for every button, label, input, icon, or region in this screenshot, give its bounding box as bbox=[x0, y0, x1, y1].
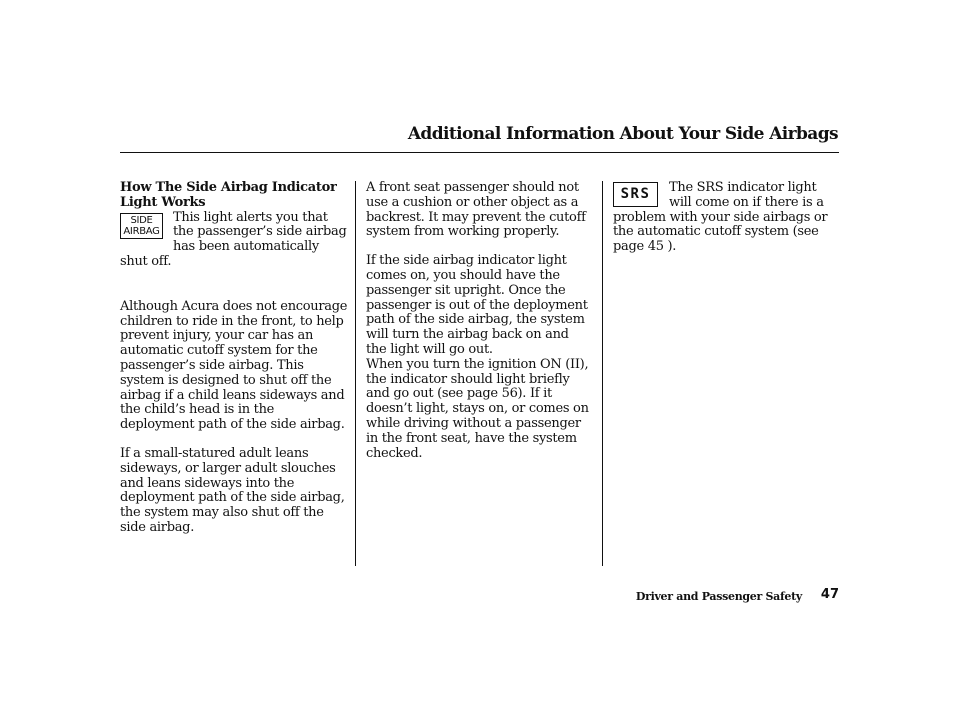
page-number: 47 bbox=[820, 587, 839, 602]
paragraph-adult-passenger: If a small-statured adult leans sideways, or larger adult slouches and leans sideways into the deployment path of the side airbag, the system may also shut off the side airbag. bbox=[120, 445, 345, 535]
paragraph-ignition-check: When you turn the ignition ON (II), the indicator should light briefly and go out (see page 56). If it doesn’t light, stays on, or comes on while driving without a passenger in the front seat, have the system checked. bbox=[366, 356, 589, 461]
column-divider-1 bbox=[355, 181, 356, 566]
column-1 bbox=[120, 181, 348, 536]
paragraph-sit-upright: If the side airbag indicator light comes on, you should have the passenger sit upright. Once the passenger is out of the deployment path of the side airbag, the system will turn the airbag back on and the light will go out. bbox=[366, 253, 588, 357]
srs-indicator-icon: SRS bbox=[613, 182, 658, 207]
icon-line-airbag: AIRBAG bbox=[123, 225, 160, 237]
side-airbag-indicator-icon bbox=[120, 213, 163, 239]
paragraph-cutoff-system: Although Acura does not encourage children to ride in the front, to help prevent injury, your car has an automatic cutoff system for the passenger’s side airbag. This system is designed to shut off the airbag if a child leans sideways and the child’s head is in the deployment path of the side airbag. bbox=[120, 298, 348, 433]
title-divider bbox=[120, 152, 839, 153]
page-title: Additional Information About Your Side Airbags bbox=[407, 124, 838, 144]
paragraph-cushion-warning: A front seat passenger should not use a cushion or other object as a backrest. It may prevent the cutoff system from working properly. bbox=[366, 180, 586, 240]
indicator-description: This light alerts you that the passenger’s side airbag has been automatically shut off. bbox=[120, 209, 347, 269]
column-divider-2 bbox=[602, 181, 603, 566]
paragraph-srs-light: The SRS indicator light will come on if there is a problem with your side airbags or the automatic cutoff system (see page 45 ). bbox=[613, 180, 828, 255]
column-2 bbox=[366, 181, 592, 461]
footer-section-title: Driver and Passenger Safety bbox=[635, 590, 802, 603]
section-heading: How The Side Airbag Indicator Light Works bbox=[120, 180, 337, 210]
column-3 bbox=[613, 181, 841, 255]
icon-line-side: SIDE bbox=[130, 214, 153, 226]
